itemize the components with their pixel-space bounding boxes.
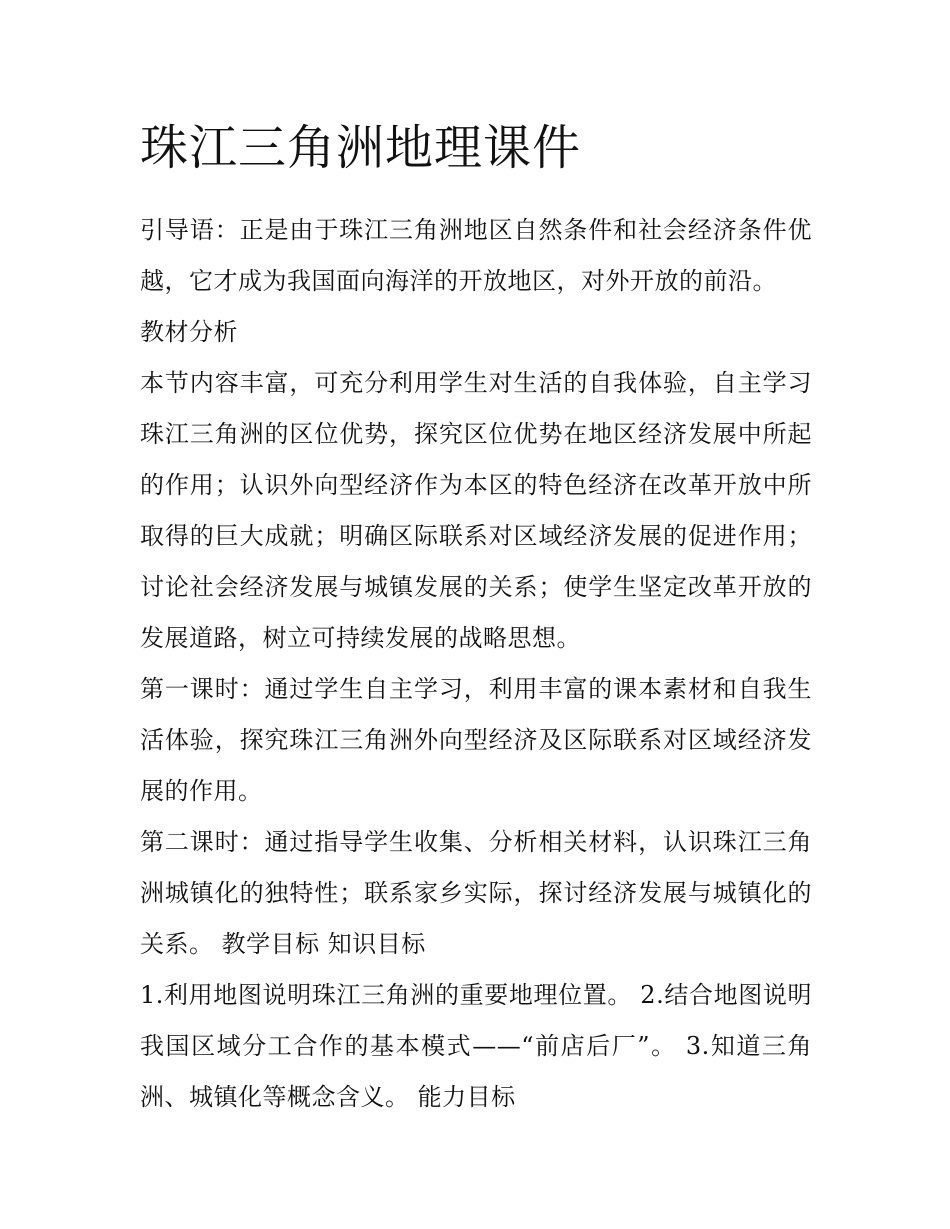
knowledge-goals-paragraph: 1.利用地图说明珠江三角洲的重要地理位置。 2.结合地图说明我国区域分工合作的基本模式——“前店后厂”。 3.知道三角洲、城镇化等概念含义。 能力目标 [140,981,812,1111]
intro-paragraph: 引导语：正是由于珠江三角洲地区自然条件和社会经济条件优越，它才成为我国面向海洋的开放地区，对外开放的前沿。 [140,216,812,295]
first-lesson-paragraph: 第一课时：通过学生自主学习，利用丰富的课本素材和自我生活体验，探究珠江三角洲外向型经济及区际联系对区域经济发展的作用。 [140,675,812,805]
document-body [140,118,812,1123]
document-title: 珠江三角洲地理课件 [140,120,582,176]
second-lesson-paragraph: 第二课时：通过指导学生收集、分析相关材料，认识珠江三角洲城镇化的独特性；联系家乡实际，探讨经济发展与城镇化的关系。 教学目标 知识目标 [140,828,812,958]
textbook-analysis-paragraph: 本节内容丰富，可充分利用学生对生活的自我体验，自主学习珠江三角洲的区位优势，探究区位优势在地区经济发展中所起的作用；认识外向型经济作为本区的特色经济在改革开放中所取得的巨大成就；明确区际联系对区域经济发展的促进作用；讨论社会经济发展与城镇发展的关系；使学生坚定改革开放的发展道路，树立可持续发展的战略思想。 [140,369,812,652]
section-heading-textbook-analysis: 教材分析 [140,318,238,346]
